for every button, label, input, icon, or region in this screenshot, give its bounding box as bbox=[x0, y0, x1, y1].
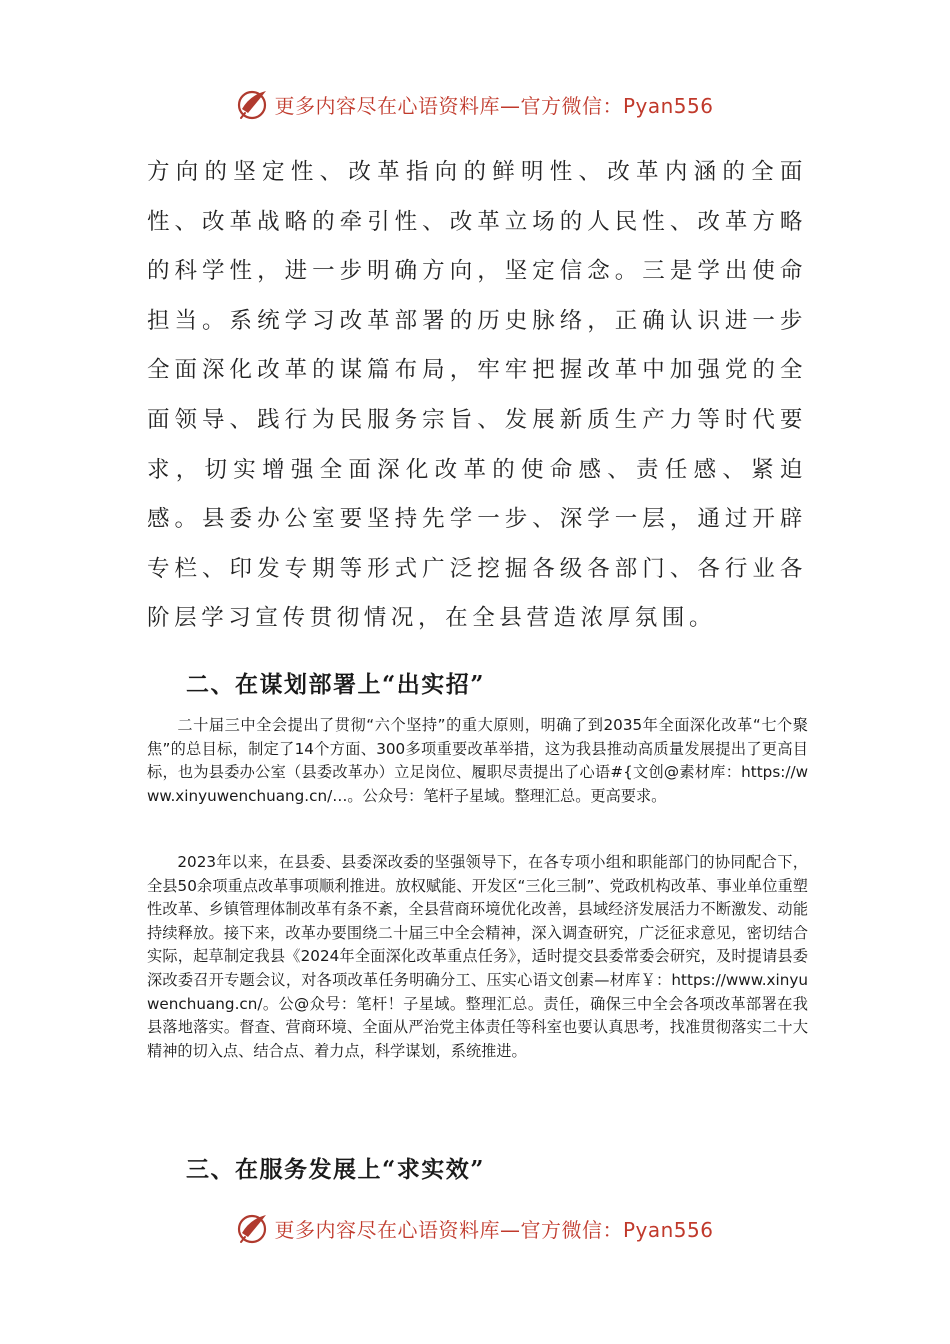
header-banner bbox=[0, 82, 950, 126]
footer-banner-text: 更多内容尽在心语资料库—官方微信：Pyan556 bbox=[274, 1217, 714, 1242]
pen-logo-icon bbox=[236, 87, 270, 121]
header-banner-text: 更多内容尽在心语资料库—官方微信：Pyan556 bbox=[274, 93, 714, 118]
footer-banner bbox=[0, 1206, 950, 1250]
intro-paragraph: 方向的坚定性、改革指向的鲜明性、改革内涵的全面性、改革战略的牵引性、改革立场的人民性、改革方略的科学性，进一步明确方向，坚定信念。三是学出使命担当。系统学习改革部署的历史脉络，正确认识进一步全面深化改革的谋篇布局，牢牢把握改革中加强党的全面领导、践行为民服务宗旨、发展新质生产力等时代要求，切实增强全面深化改革的使命感、责任感、紧迫感。县委办公室要坚持先学一步、深学一层，通过开辟专栏、印发专期等形式广泛挖掘各级各部门、各行业各阶层学习宣传贯彻情况，在全县营造浓厚氛围。 bbox=[147, 159, 807, 632]
section-3-heading: 三、在服务发展上“求实效” bbox=[186, 1156, 485, 1183]
section-2-heading: 二、在谋划部署上“出实招” bbox=[186, 671, 485, 698]
section-2-paragraph-2: 2023年以来，在县委、县委深改委的坚强领导下，在各专项小组和职能部门的协同配合下，全县50余项重点改革事项顺利推进。放权赋能、开发区“三化三制”、党政机构改革、事业单位重塑性改革、乡镇管理体制改革有条不紊，全县营商环境优化改善，县域经济发展活力不断激发、动能持续释放。接下来，改革办要围绕二十届三中全会精神，深入调查研究，广泛征求意见，密切结合实际，起草制定我县《2024年全面深化改革重点任务》，适时提交县委常委会研究，及时提请县委深改委召开专题会议，对各项改革任务明确分工、压实心语文创素—材库￥：https://www.xinyuwenchuang.cn/。公@众号：笔杆！子星域。整理汇总。责任，确保三中全会各项改革部署在我县落地落实。督查、营商环境、全面从严治党主体责任等科室也要认真思考，找准贯彻落实二十大精神的切入点、结合点、着力点，科学谋划，系统推进。 bbox=[147, 853, 808, 1060]
pen-logo-icon bbox=[236, 1211, 270, 1245]
section-2-paragraph-1: 二十届三中全会提出了贯彻“六个坚持”的重大原则，明确了到2035年全面深化改革“七个聚焦”的总目标，制定了14个方面、300多项重要改革举措，这为我县推动高质量发展提出了更高目标，也为县委办公室（县委改革办）立足岗位、履职尽责提出了心语#{文创@素材库：https://www.xinyuwenchuang.cn/…。公众号：笔杆子星域。整理汇总。更高要求。 bbox=[147, 716, 808, 805]
